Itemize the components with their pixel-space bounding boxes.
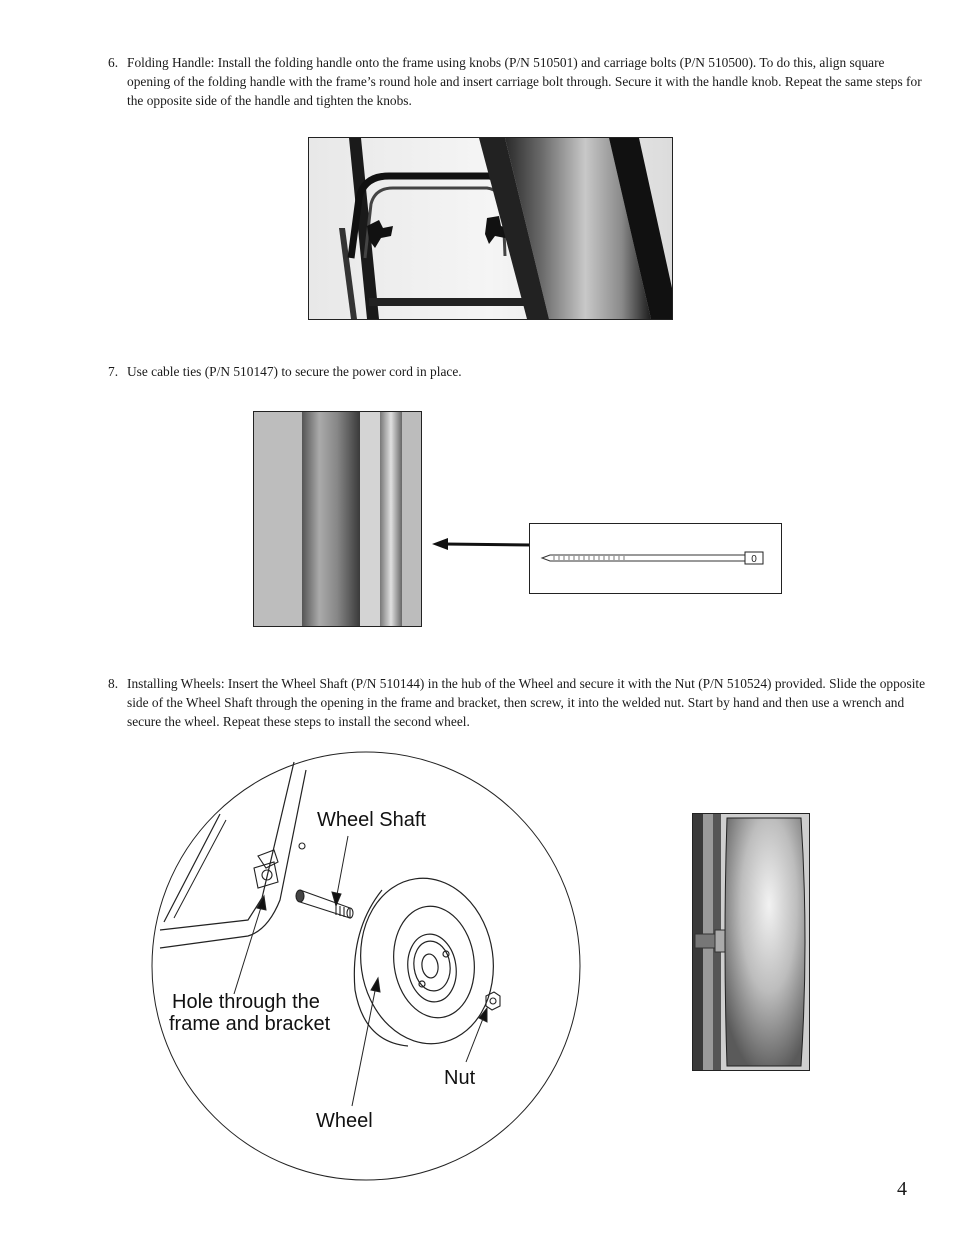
hole-label-line1: Hole through the xyxy=(172,991,320,1013)
step-6-number: 6. xyxy=(108,55,119,70)
step-6 xyxy=(108,53,927,110)
cable-tie-diagram xyxy=(529,523,782,594)
step-7 xyxy=(108,362,927,381)
power-cord-photo xyxy=(253,411,422,627)
step-8-number: 8. xyxy=(108,676,119,691)
installed-wheel-photo xyxy=(692,813,810,1071)
page-number: 4 xyxy=(897,1178,907,1200)
cable-tie-teeth xyxy=(554,556,624,560)
step-7-number: 7. xyxy=(108,364,119,379)
hole-label-line2: frame and bracket xyxy=(169,1013,331,1035)
folding-handle-photo xyxy=(308,137,673,320)
wheel-label: Wheel xyxy=(316,1110,373,1132)
wheel-shaft-label: Wheel Shaft xyxy=(317,809,426,831)
direction-arrow xyxy=(430,530,534,560)
step-8 xyxy=(108,674,927,731)
cable-tie-tag: 0 xyxy=(751,554,757,565)
step-6-text: Folding Handle: Install the folding handle onto the frame using knobs (P/N 510501) and carriage bolts (P/N 510500). To do this, align square opening of the folding handle with the frame’s round hole and insert carriage bolt through. Secure it with the handle knob. Repeat the same steps for the opposite side of the handle and tighten the knobs. xyxy=(127,55,922,108)
nut-label: Nut xyxy=(444,1067,476,1089)
step-7-text: Use cable ties (P/N 510147) to secure the power cord in place. xyxy=(127,364,462,379)
step-8-text: Installing Wheels: Insert the Wheel Shaft (P/N 510144) in the hub of the Wheel and secure it with the Nut (P/N 510524) provided. Slide the opposite side of the Wheel Shaft through the opening in the frame and bracket, then screw, it into the welded nut. Start by hand and then use a wrench and secure the wheel. Repeat these steps to install the second wheel. xyxy=(127,676,926,729)
